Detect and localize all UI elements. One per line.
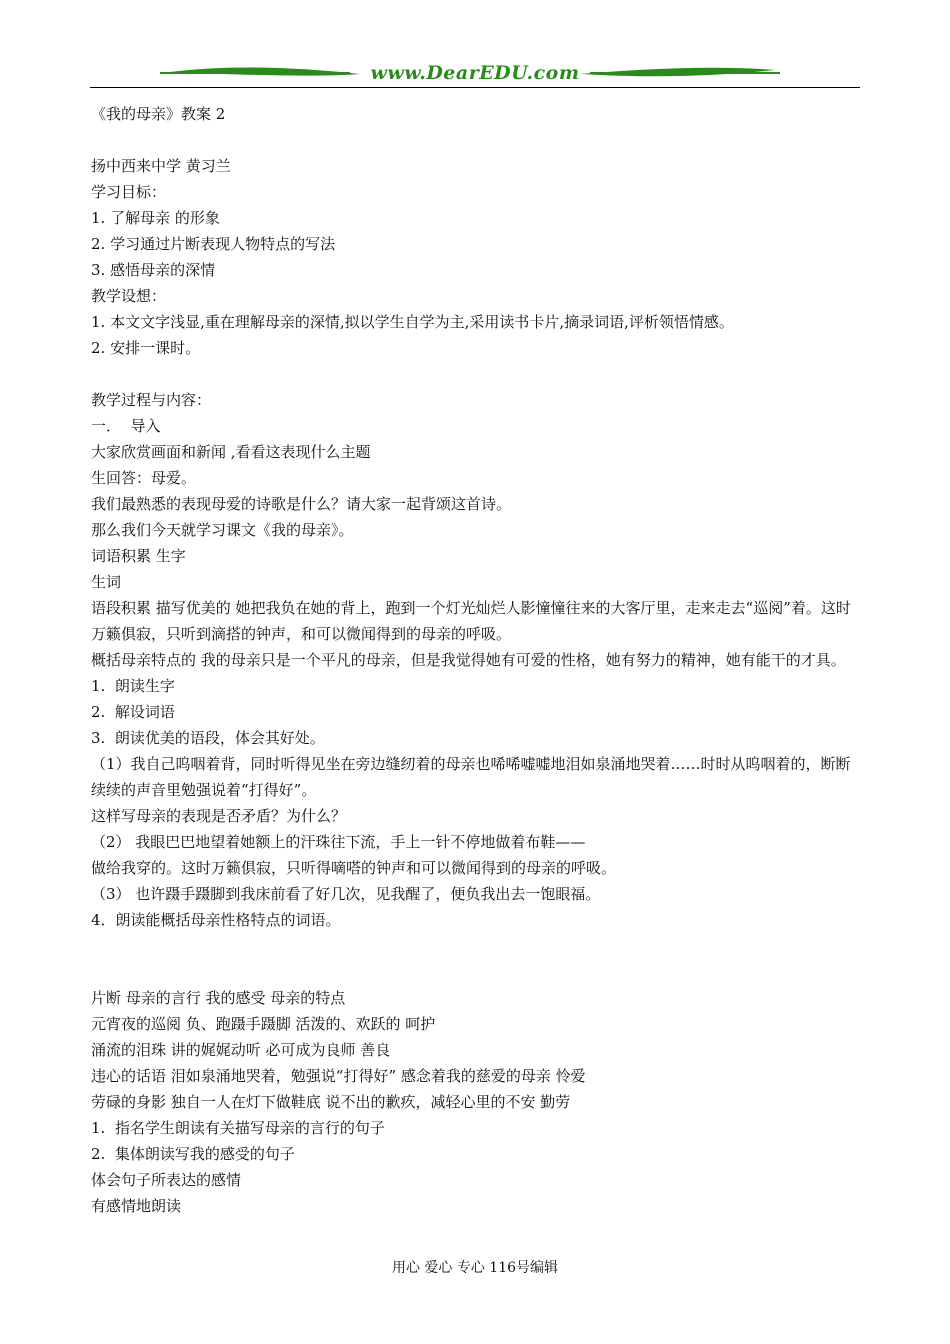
text-line: 大家欣赏画面和新闻 ,看看这表现什么主题 <box>91 443 371 461</box>
text-line: 体会句子所表达的感情 <box>91 1171 242 1189</box>
text-line: 这样写母亲的表现是否矛盾？为什么？ <box>91 807 347 825</box>
text-line: 涌流的泪珠 讲的娓娓动听 必可成为良师 善良 <box>91 1041 391 1059</box>
text-line: 1. 了解母亲 的形象 <box>91 209 220 227</box>
text-line: 生回答：母爱。 <box>91 469 197 487</box>
text-line: （3） 也许蹑手蹑脚到我床前看了好几次，见我醒了，便负我出去一饱眼福。 <box>91 885 601 903</box>
text-line: 教学设想： <box>91 287 167 305</box>
text-line: （2） 我眼巴巴地望着她额上的汗珠往下流，手上一针不停地做着布鞋—— <box>91 833 586 851</box>
text-line: 《我的母亲》教案 2 <box>91 105 226 123</box>
document-body <box>91 101 861 1219</box>
text-line: 3. 朗读优美的语段，体会其好处。 <box>91 729 325 747</box>
text-line: 2. 安排一课时。 <box>91 339 201 357</box>
page-footer: 用心 爱心 专心 116号编辑 <box>391 1260 559 1276</box>
text-line: 2. 集体朗读写我的感受的句子 <box>91 1145 295 1163</box>
text-line: 违心的话语 泪如泉涌地哭着，勉强说“打得好” 感念着我的慈爱的母亲 怜爱 <box>91 1067 586 1085</box>
blank-line <box>91 933 861 959</box>
text-line: （1）我自己呜咽着背，同时听得见坐在旁边缝纫着的母亲也唏唏嘘嘘地泪如泉涌地哭着……时时从呜咽着的，断断续续的声音里勉强说着“打得好”。 <box>91 755 851 799</box>
text-line: 词语积累 生字 <box>91 547 186 565</box>
text-line: 2. 学习通过片断表现人物特点的写法 <box>91 235 336 253</box>
text-line: 生词 <box>91 573 122 591</box>
text-line: 片断 母亲的言行 我的感受 母亲的特点 <box>91 989 346 1007</box>
blank-line <box>91 361 861 387</box>
text-line: 劳碌的身影 独自一人在灯下做鞋底 说不出的歉疚，减轻心里的不安 勤劳 <box>91 1093 571 1111</box>
text-line: 做给我穿的。这时万籁俱寂，只听得嘀嗒的钟声和可以微闻得到的母亲的呼吸。 <box>91 859 617 877</box>
text-line: 一． 导入 <box>91 417 161 435</box>
text-line: 我们最熟悉的表现母爱的诗歌是什么？请大家一起背颂这首诗。 <box>91 495 512 513</box>
text-line: 1. 本文文字浅显,重在理解母亲的深情,拟以学生自学为主,采用读书卡片,摘录词语,评析领悟情感。 <box>91 313 734 331</box>
text-line: 4．朗读能概括母亲性格特点的词语。 <box>91 911 341 929</box>
blank-line <box>91 959 861 985</box>
text-line: 学习目标： <box>91 183 167 201</box>
header-divider <box>90 87 860 88</box>
text-line: 那么我们今天就学习课文《我的母亲》。 <box>91 521 354 539</box>
page-header <box>90 58 860 90</box>
text-line: 元宵夜的巡阅 负、跑蹑手蹑脚 活泼的、欢跃的 呵护 <box>91 1015 436 1033</box>
text-line: 2. 解设词语 <box>91 703 175 721</box>
blank-line <box>91 127 861 153</box>
text-line: 扬中西来中学 黄习兰 <box>91 157 231 175</box>
text-line: 3. 感悟母亲的深情 <box>91 261 216 279</box>
text-line: 1. 指名学生朗读有关描写母亲的言行的句子 <box>91 1119 385 1137</box>
site-logo-text: www.DearEDU.com <box>370 62 580 84</box>
text-line: 教学过程与内容： <box>91 391 212 409</box>
text-line: 概括母亲特点的 我的母亲只是一个平凡的母亲，但是我觉得她有可爱的性格，她有努力的精神，她有能干的才具。 <box>91 651 846 669</box>
text-line: 1. 朗读生字 <box>91 677 175 695</box>
text-line: 有感情地朗读 <box>91 1197 182 1215</box>
text-line: 语段积累 描写优美的 她把我负在她的背上，跑到一个灯光灿烂人影憧憧往来的大客厅里，走来走去“巡阅”着。这时万籁俱寂，只听到滴搭的钟声，和可以微闻得到的母亲的呼吸。 <box>91 599 851 643</box>
